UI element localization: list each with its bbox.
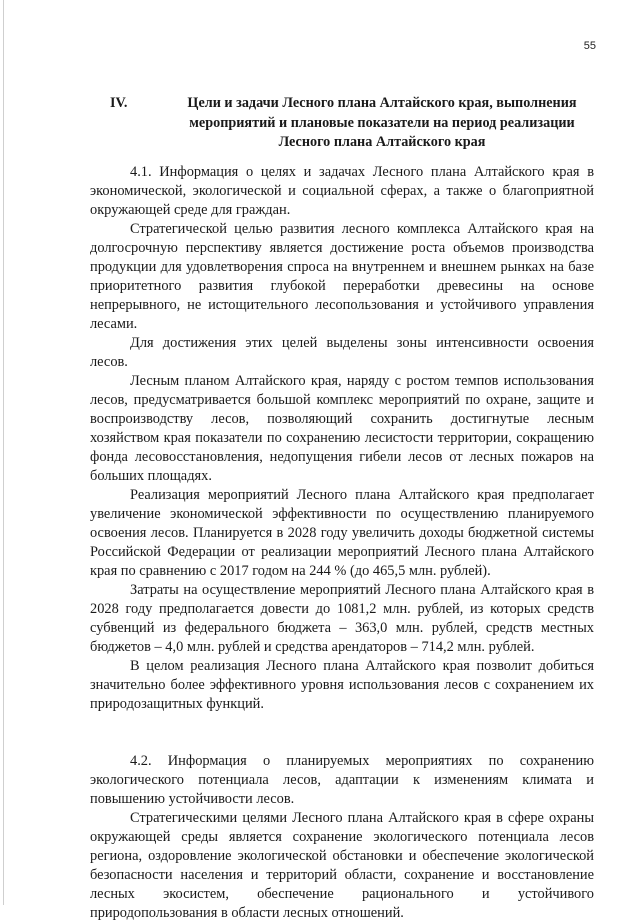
section-numeral: IV. bbox=[110, 95, 128, 111]
paragraph-ecological-goals: Стратегическими целями Лесного плана Алтайского края в сфере охраны окружающей среды является сохранение экологического потенциала лесов региона, оздоровление экологической обстановки и обеспечение экологической безопасности населения и территорий области, сохранение и восстановление лесных экосистем, обеспечение рационального и устойчивого природопользования в области лесных отношений. bbox=[90, 810, 594, 921]
paragraph-economic-efficiency: Реализация мероприятий Лесного плана Алтайского края предполагает увеличение экономической эффективности по осуществлению планируемого освоения лесов. Планируется в 2028 году увеличить доходы бюджетной системы Российской Федерации от реализации мероприятий Лесного плана Алтайского края по сравнению с 2017 годом на 244 % (до 465,5 млн. рублей). bbox=[90, 487, 594, 579]
page-number: 55 bbox=[583, 40, 596, 52]
paragraph-intensity-zones: Для достижения этих целей выделены зоны интенсивности освоения лесов. bbox=[90, 335, 594, 370]
section-title: Цели и задачи Лесного плана Алтайского края, выполнения мероприятий и плановые показатели на период реализации Лесного плана Алтайского края bbox=[187, 95, 577, 150]
paragraph-conclusion: В целом реализация Лесного плана Алтайского края позволит добиться значительно более эффективного уровня использования лесов с сохранением их природозащитных функций. bbox=[90, 658, 594, 712]
body-text bbox=[90, 163, 594, 923]
paragraph-strategic-goal: Стратегической целью развития лесного комплекса Алтайского края на долгосрочную перспективу является достижение роста объемов производства продукции для удовлетворения спроса на внутреннем и внешнем рынках на базе приоритетного развития глубокой переработки древесины на основе непрерывного, не истощительного лесопользования и устойчивого управления лесами. bbox=[90, 221, 594, 332]
page-edge bbox=[3, 0, 4, 905]
paragraph-measures: Лесным планом Алтайского края, наряду с ростом темпов использования лесов, предусматривается большой комплекс мероприятий по охране, защите и воспроизводству лесов, позволяющий сохранить достигнутые лесным хозяйством края показатели по сохранению лесистости территории, сокращению фонда лесовосстановления, недопущения гибели лесов от лесных пожаров на больших площадях. bbox=[90, 373, 594, 484]
paragraph-4-2-intro: 4.2. Информация о планируемых мероприятиях по сохранению экологического потенциала лесов, адаптации к изменениям климата и повышению устойчивости лесов. bbox=[90, 753, 594, 807]
section-heading bbox=[110, 94, 610, 153]
paragraph-costs: Затраты на осуществление мероприятий Лесного плана Алтайского края в 2028 году предполагается довести до 1081,2 млн. рублей, из которых средств субвенций из федерального бюджета – 363,0 млн. рублей, средств местных бюджетов – 4,0 млн. рублей и средства арендаторов – 714,2 млн. рублей. bbox=[90, 582, 594, 655]
paragraph-4-1-intro: 4.1. Информация о целях и задачах Лесного плана Алтайского края в экономической, экологической и социальной сферах, а также о благоприятной окружающей среде для граждан. bbox=[90, 164, 594, 218]
